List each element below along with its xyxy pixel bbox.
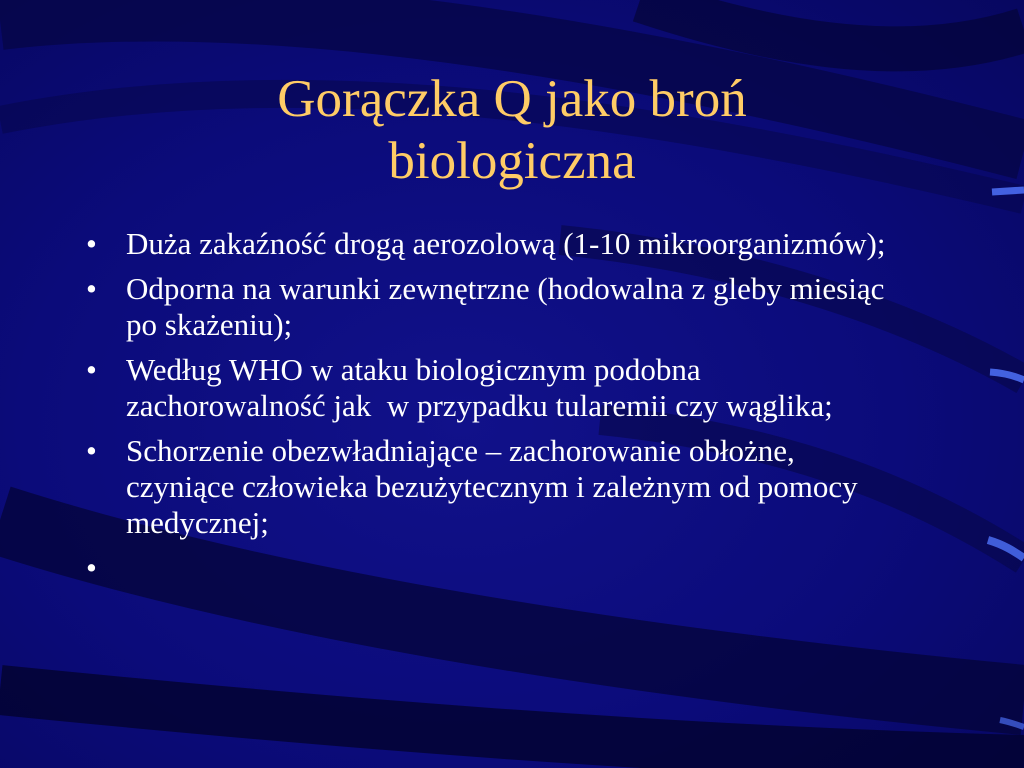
bullet-text: Według WHO w ataku biologicznym podobna zachorowalność jak w przypadku tularemii czy wąglika;: [126, 352, 833, 423]
bullet-item: [82, 352, 902, 424]
title-line-2: biologiczna: [388, 132, 636, 190]
bullet-list: [82, 226, 902, 585]
bullet-icon: •: [86, 271, 97, 306]
bullet-item: [82, 226, 902, 262]
bullet-item: [82, 433, 902, 541]
bullet-icon: •: [86, 433, 97, 468]
title-line-1: Gorączka Q jako broń: [277, 70, 747, 128]
bullet-text: Odporna na warunki zewnętrzne (hodowalna z gleby miesiąc po skażeniu);: [126, 271, 893, 342]
bullet-icon: •: [86, 226, 97, 261]
bullet-icon: •: [86, 550, 97, 585]
bullet-icon: •: [86, 352, 97, 387]
slide-title: [150, 68, 874, 192]
bullet-text: Schorzenie obezwładniające – zachorowanie obłożne, czyniące człowieka bezużytecznym i zależnym od pomocy medycznej;: [126, 433, 866, 540]
bullet-text: Duża zakaźność drogą aerozolową (1-10 mikroorganizmów);: [126, 226, 886, 261]
bullet-item: [82, 271, 902, 343]
